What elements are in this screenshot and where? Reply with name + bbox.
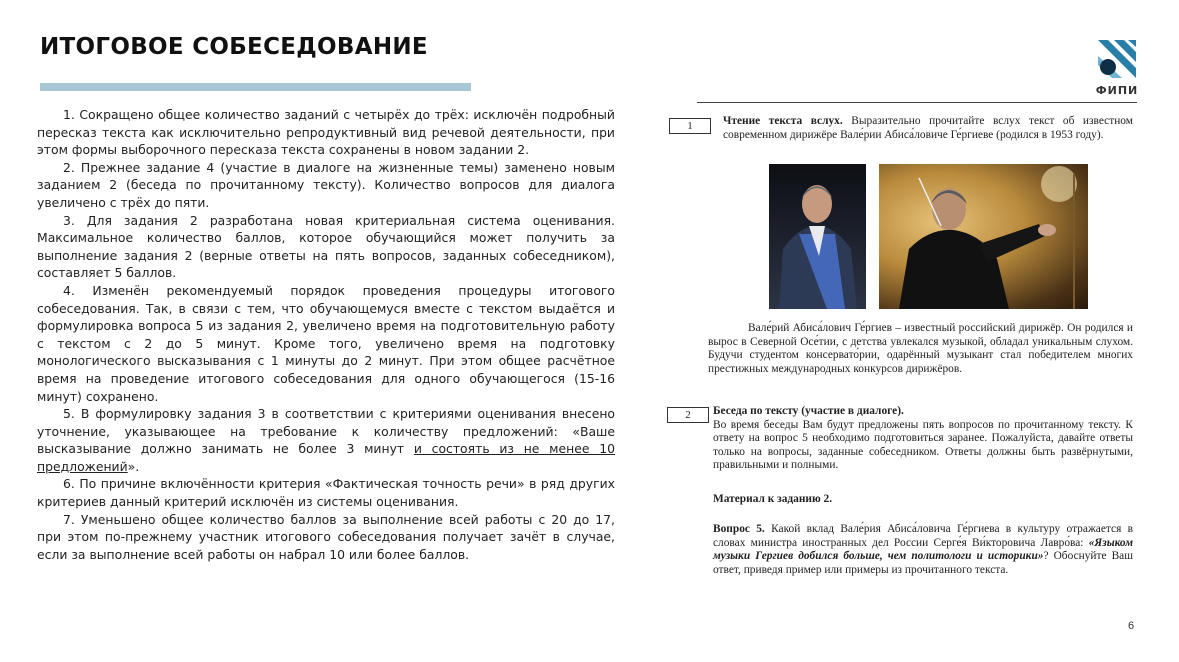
fipi-logo-icon	[1094, 38, 1140, 82]
change-item-7: 7. Уменьшено общее количество баллов за выполнение всей работы с 20 до 17, при этом по-прежнему участник итогового собеседования получает зачёт в случае, если за выполнение всей работы он набрал 10 или более баллов.	[37, 511, 615, 562]
task-2-text	[713, 405, 1133, 473]
change-item-5-underlined: и состоять из не менее 10 предложений	[37, 441, 615, 474]
title-underline-bar	[40, 83, 471, 91]
top-rule	[697, 102, 1137, 103]
slide-title: ИТОГОВОЕ СОБЕСЕДОВАНИЕ	[40, 34, 428, 60]
change-item-4: 4. Изменён рекомендуемый порядок проведения процедуры итогового собеседования. Так, в связи с тем, что обучающемуся вместе с текстом выдаётся и формулировка вопроса 5 из задания 2, увеличено время на подготовительную работу с текстом с 2 до 5 минут. Кроме того, увеличено время на подготовку монологического высказывания с 1 минуты до 2 минут. При этом общее расчётное время на проведение итогового собеседования для одного обучающегося (15-16 минут) сохранено.	[37, 282, 615, 404]
conductor-figure-icon	[879, 164, 1088, 309]
task-number-box-1: 1	[669, 118, 711, 134]
change-item-2: 2. Прежнее задание 4 (участие в диалоге на жизненные темы) заменено новым заданием 2 (беседа по прочитанному тексту). Количество вопросов для диалога увеличено с трёх до пяти.	[37, 159, 615, 210]
page-number: 6	[1128, 620, 1135, 632]
task-1-instruction: Выразительно прочитайте вслух текст об известном современном дирижёре Вале́рии Абиса́ловиче Ге́ргиеве (родился в 1953 году).	[723, 115, 1133, 141]
change-item-3: 3. Для задания 2 разработана новая критериальная система оценивания. Максимальное количество баллов, которое обучающийся может получить за выполнение задания 2 (верные ответы на пять вопросов, заданных собеседником), составляет 5 баллов.	[37, 212, 615, 281]
change-item-6: 6. По причине включённости критерия «Фактическая точность речи» в ряд других критериев данный критерий исключён из системы оценивания.	[37, 476, 615, 510]
photo-portrait	[769, 164, 866, 309]
logo-text: ФИПИ	[1095, 84, 1139, 97]
task-1-heading: Чтение текста вслух.	[723, 115, 843, 127]
task-2-instruction: Во время беседы Вам будут предложены пять вопросов по прочитанному тексту. К ответу на вопрос 5 необходимо подготовиться заранее. Пожалуйста, давайте ответы только на вопросы, заданные собеседником. Ответы должны быть развёрнутыми, правильными и полными.	[713, 418, 1133, 472]
material-heading: Материал к заданию 2.	[713, 493, 833, 505]
photo-conducting	[879, 164, 1088, 309]
change-item-5	[37, 405, 615, 475]
question-label: Вопрос 5.	[713, 523, 765, 535]
change-item-5-end: ».	[127, 458, 140, 474]
question-quote: «Языком музыки Гергиев добился больше, чем политологи и историки»	[713, 536, 1133, 563]
portrait-photos	[769, 164, 1088, 309]
change-item-5-text: 5. В формулировку задания 3 в соответствии с критериями оценивания внесено уточнение, указывающее на требование к количеству предложений: «Ваше высказывание должно занимать не более 3 минут	[37, 406, 615, 457]
change-item-1: 1. Сокращено общее количество заданий с четырёх до трёх: исключён подробный пересказ текста как исключительно репродуктивный вид речевой деятельности, при этом формы выборочного пересказа текста сохранены в новом задании 2.	[37, 107, 615, 158]
question-text-2: ? Обоснуйте Ваш ответ, приведя пример или примеры из прочитанного текста.	[713, 550, 1133, 576]
task-2-heading: Беседа по тексту (участие в диалоге).	[713, 405, 904, 417]
task-number-box-2: 2	[667, 407, 709, 423]
photo-caption: Вале́рий Абиса́лович Ге́ргиев – известный российский дирижёр. Он родился и вырос в Северной Осе́тии, с детства увлекался музыкой, обладал уникальным слухом. Будучи студентом консервато́рии, одарённый музыкант стал победителем многих престижных международных конкурсов дирижёров.	[708, 322, 1133, 375]
changes-list	[37, 106, 615, 563]
question-text-1: Какой вклад Вале́рия Абиса́ловича Ге́ргиева в культуру отражается в словах министра иностранных дел России Серге́я Ви́кторовича Лавро́ва:	[713, 523, 1133, 549]
question-5	[713, 523, 1133, 577]
fipi-logo	[1094, 38, 1140, 100]
task-1-text	[723, 115, 1133, 142]
portrait-figure-icon	[769, 164, 866, 309]
